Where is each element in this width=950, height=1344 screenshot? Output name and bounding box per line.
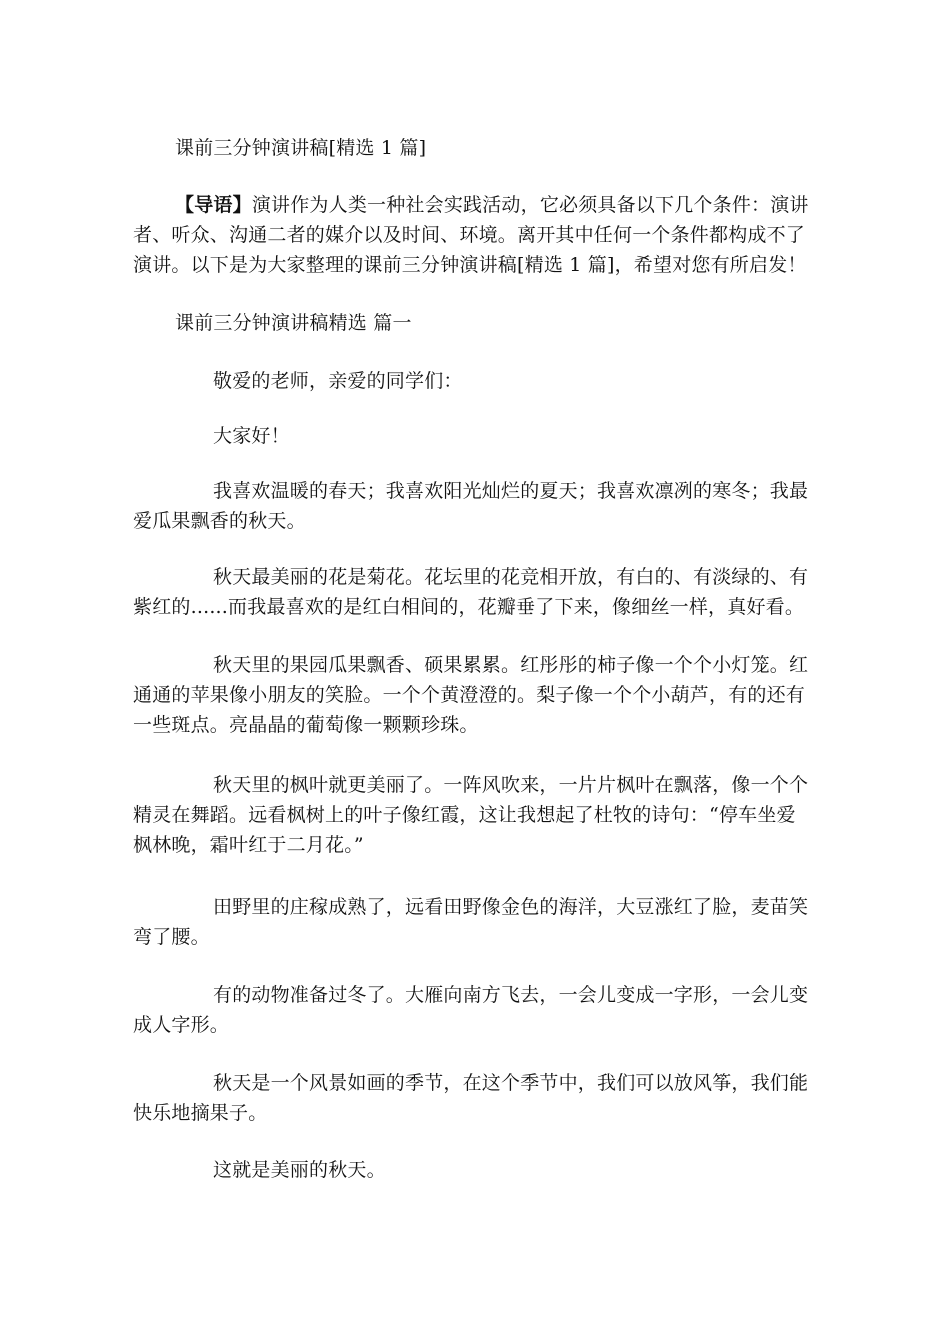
- paragraph-2-line-2: 紫红的......而我最喜欢的是红白相间的，花瓣垂了下来，像细丝一样，真好看。: [133, 596, 805, 618]
- paragraph-4-line-3: 枫林晚，霜叶红于二月花。”: [133, 834, 364, 856]
- paragraph-6-line-1: 有的动物准备过冬了。大雁向南方飞去，一会儿变成一字形，一会儿变: [213, 984, 809, 1006]
- greeting-block: [133, 421, 823, 451]
- paragraph-4-line-1: 秋天里的枫叶就更美丽了。一阵风吹来，一片片枫叶在飘落，像一个个: [213, 774, 809, 796]
- paragraph-6-line-2: 成人字形。: [133, 1014, 230, 1036]
- section-heading-block: [133, 308, 823, 338]
- paragraph-3-line-1: 秋天里的果园瓜果飘香、硕果累累。红彤彤的柿子像一个个小灯笼。红: [213, 654, 809, 676]
- greeting: 大家好！: [213, 425, 290, 447]
- salutation-block: [133, 366, 823, 396]
- intro-line-1-text: 演讲作为人类一种社会实践活动，它必须具备以下几个条件：演讲: [251, 194, 809, 216]
- paragraph-7-line-2: 快乐地摘果子。: [133, 1102, 268, 1124]
- paragraph-6: [133, 980, 823, 1040]
- intro-line-2: 者、听众、沟通二者的媒介以及时间、环境。离开其中任何一个条件都构成不了: [133, 224, 806, 246]
- paragraph-5: [133, 892, 823, 952]
- paragraph-5-line-2: 弯了腰。: [133, 926, 210, 948]
- paragraph-4: [133, 770, 823, 860]
- section-heading: 课前三分钟演讲稿精选 篇一: [175, 312, 412, 334]
- paragraph-3: [133, 650, 823, 740]
- intro-lead: 【导语】: [175, 194, 252, 216]
- intro-line-3: 演讲。以下是为大家整理的课前三分钟演讲稿[精选 1 篇]，希望对您有所启发！: [133, 254, 807, 276]
- paragraph-2: [133, 562, 823, 622]
- intro-line-1: [133, 190, 823, 220]
- closing-block: [133, 1155, 823, 1185]
- closing-line: 这就是美丽的秋天。: [213, 1159, 386, 1181]
- paragraph-3-line-2: 通通的苹果像小朋友的笑脸。一个个黄澄澄的。梨子像一个个小葫芦，有的还有: [133, 684, 806, 706]
- paragraph-1: [133, 476, 823, 536]
- paragraph-7: [133, 1068, 823, 1128]
- paragraph-7-line-1: 秋天是一个风景如画的季节，在这个季节中，我们可以放风筝，我们能: [213, 1072, 809, 1094]
- paragraph-3-line-3: 一些斑点。亮晶晶的葡萄像一颗颗珍珠。: [133, 714, 479, 736]
- intro-paragraph: [133, 190, 823, 280]
- paragraph-5-line-1: 田野里的庄稼成熟了，远看田野像金色的海洋，大豆涨红了脸，麦苗笑: [213, 896, 809, 918]
- document-title: 课前三分钟演讲稿[精选 1 篇]: [175, 137, 427, 159]
- document-title-block: [133, 133, 823, 163]
- salutation: 敬爱的老师，亲爱的同学们：: [213, 370, 463, 392]
- paragraph-1-line-2: 爱瓜果飘香的秋天。: [133, 510, 306, 532]
- paragraph-2-line-1: 秋天最美丽的花是菊花。花坛里的花竞相开放，有白的、有淡绿的、有: [213, 566, 809, 588]
- paragraph-4-line-2: 精灵在舞蹈。远看枫树上的叶子像红霞，这让我想起了杜牧的诗句：“停车坐爱: [133, 804, 796, 826]
- paragraph-1-line-1: 我喜欢温暖的春天；我喜欢阳光灿烂的夏天；我喜欢凛冽的寒冬；我最: [213, 480, 809, 502]
